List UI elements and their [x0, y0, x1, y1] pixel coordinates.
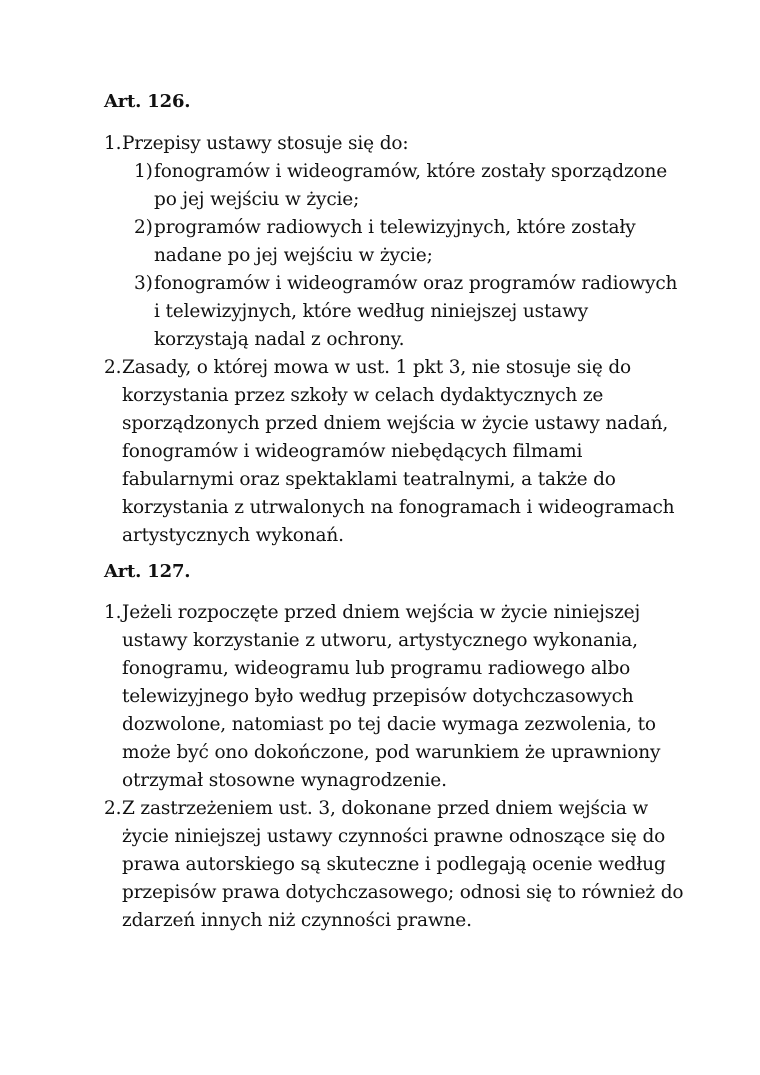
point-number: 1): [134, 161, 153, 182]
art126-paragraph-2: [104, 354, 684, 550]
point-number: 3): [134, 273, 153, 294]
paragraph-text: Jeżeli rozpoczęte przed dniem wejścia w życie niniejszej ustawy korzystanie z utworu, artystycznego wykonania, fonogramu, wideogramu lub programu radiowego albo telewizyjnego było według przepisów dotychczasowych dozwolone, natomiast po tej dacie wymaga zezwolenia, to może być ono dokończone, pod warunkiem że uprawniony otrzymał stosowne wynagrodzenie.: [122, 602, 661, 791]
document-page: [104, 88, 684, 935]
list-item: [104, 158, 684, 214]
article-127-heading: Art. 127.: [104, 561, 191, 582]
art127-paragraph-1: [104, 599, 684, 795]
paragraph-number: 2.: [104, 798, 122, 819]
art126-paragraph-1: [104, 130, 684, 158]
art126-points-list: [104, 158, 684, 354]
paragraph-number: 1.: [104, 602, 122, 623]
list-item: [104, 214, 684, 270]
paragraph-number: 1.: [104, 133, 122, 154]
point-text: programów radiowych i telewizyjnych, które zostały nadane po jej wejściu w życie;: [154, 217, 636, 266]
article-126-heading: Art. 126.: [104, 91, 191, 112]
paragraph-number: 2.: [104, 357, 122, 378]
point-text: fonogramów i wideogramów oraz programów radiowych i telewizyjnych, które według niniejszej ustawy korzystają nadal z ochrony.: [154, 273, 678, 350]
paragraph-text: Zasady, o której mowa w ust. 1 pkt 3, nie stosuje się do korzystania przez szkoły w celach dydaktycznych ze sporządzonych przed dniem wejścia w życie ustawy nadań, fonogramów i wideogramów niebędących filmami fabularnymi oraz spektaklami teatralnymi, a także do korzystania z utrwalonych na fonogramach i wideogramach artystycznych wykonań.: [122, 357, 675, 546]
point-text: fonogramów i wideogramów, które zostały sporządzone po jej wejściu w życie;: [154, 161, 668, 210]
list-item: [104, 270, 684, 354]
point-number: 2): [134, 217, 153, 238]
art127-paragraph-2: [104, 795, 684, 935]
paragraph-text: Z zastrzeżeniem ust. 3, dokonane przed dniem wejścia w życie niniejszej ustawy czynności prawne odnoszące się do prawa autorskiego są skuteczne i podlegają ocenie według przepisów prawa dotychczasowego; odnosi się to również do zdarzeń innych niż czynności prawne.: [122, 798, 684, 931]
paragraph-text: Przepisy ustawy stosuje się do:: [122, 133, 409, 154]
